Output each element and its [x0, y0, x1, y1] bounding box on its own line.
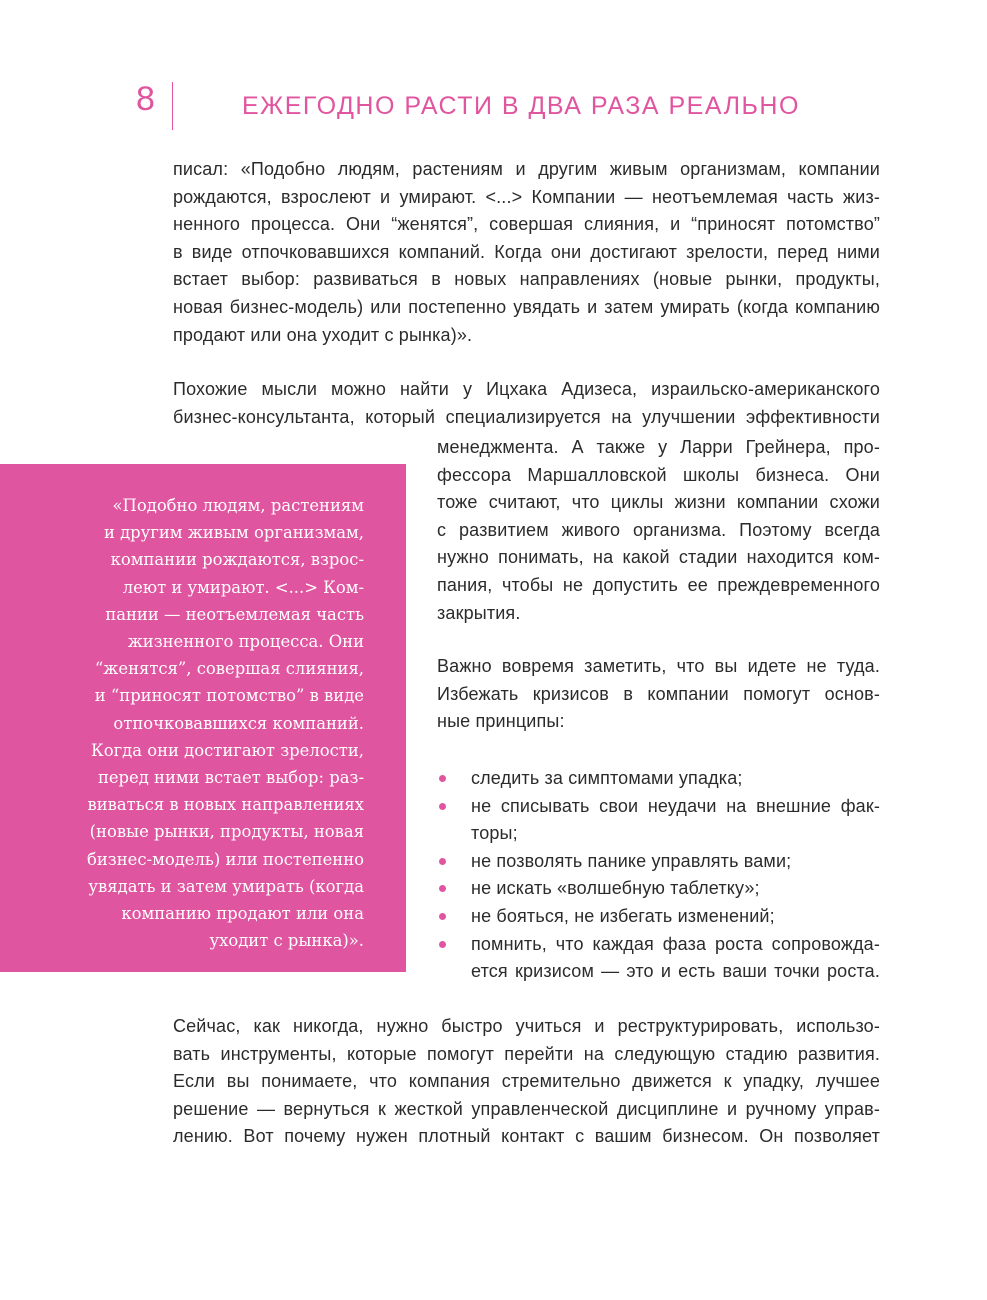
quote-line: увядать и затем умирать (когда	[88, 876, 364, 896]
list-item	[437, 875, 880, 903]
text-line: вать инструменты, которые помогут перейти на следующую стадию развития.	[173, 1043, 880, 1064]
body-paragraph-2	[173, 376, 880, 431]
text-line: ные принципы:	[437, 711, 565, 732]
running-title: ЕЖЕГОДНО РАСТИ В ДВА РАЗА РЕАЛЬНО	[242, 92, 800, 120]
quote-line: леют и умирают. <...> Ком-	[122, 577, 364, 597]
quote-line: бизнес-модель) или постепенно	[87, 849, 364, 869]
text-line: пания, чтобы не допустить ее преждевременного	[437, 574, 880, 595]
list-item	[437, 931, 880, 986]
body-paragraph-3	[437, 653, 880, 736]
quote-line: компанию продают или она	[121, 904, 364, 924]
list-item-text: не искать «волшебную таблетку»;	[471, 878, 760, 899]
text-line: Если вы понимаете, что компания стремительно движется к упадку, лучшее	[173, 1071, 880, 1092]
bullet-dot-icon	[439, 775, 446, 782]
text-line: Избежать кризисов в компании помогут основ-	[437, 683, 880, 704]
text-line: рождаются, взрослеют и умирают. <...> Компании — неотъемлемая часть жиз-	[173, 186, 880, 207]
text-line: в виде отпочковавшихся компаний. Когда они достигают зрелости, перед ними	[173, 241, 880, 262]
quote-line: виваться в новых направлениях	[87, 795, 364, 815]
text-line: Важно вовремя заметить, что вы идете не туда.	[437, 656, 880, 676]
page-header	[0, 0, 987, 140]
body-paragraph-2-continued	[437, 434, 880, 627]
quote-line: “женятся”, совершая слияния,	[94, 659, 364, 679]
list-item-text: ется кризисом — это и есть ваши точки роста.	[471, 961, 880, 982]
quote-line: жизненного процесса. Они	[127, 632, 364, 652]
pull-quote-box	[0, 464, 406, 972]
text-line: нужно понимать, на какой стадии находится ком-	[437, 547, 880, 568]
quote-line: компании рождаются, взрос-	[110, 550, 364, 570]
text-line: ненного процесса. Они “женятся”, совершая слияния, и “приносят потомство”	[173, 214, 880, 235]
text-line: лению. Вот почему нужен плотный контакт с вашим бизнесом. Он позволяет	[173, 1126, 880, 1147]
text-line: менеджмента. А также у Ларри Грейнера, про-	[437, 437, 880, 457]
pull-quote-text	[24, 492, 364, 954]
body-paragraph-1	[173, 156, 880, 349]
list-item	[437, 793, 880, 848]
text-line: с развитием живого организма. Поэтому всегда	[437, 519, 880, 540]
principles-list	[437, 765, 880, 986]
bullet-dot-icon	[439, 885, 446, 892]
text-line: Сейчас, как никогда, нужно быстро учиться и реструктурировать, использо-	[173, 1016, 880, 1036]
quote-line: отпочковавшихся компаний.	[113, 713, 364, 733]
quote-line: уходит с рынка)».	[209, 931, 364, 951]
bullet-dot-icon	[439, 858, 446, 865]
quote-line: Когда они достигают зрелости,	[91, 740, 364, 760]
text-line: продают или она уходит с рынка)».	[173, 324, 473, 345]
header-divider	[172, 82, 173, 130]
list-item-text: не списывать свои неудачи на внешние фак-	[471, 795, 880, 816]
text-line: тоже считают, что циклы жизни компании схожи	[437, 492, 880, 513]
quote-line: и “приносят потомство” в виде	[94, 686, 364, 706]
list-item-text: следить за симптомами упадка;	[471, 768, 743, 788]
quote-line: перед ними встает выбор: раз-	[97, 768, 364, 788]
page-number: 8	[136, 80, 155, 118]
text-line: бизнес-консультанта, который специализируется на улучшении эффективности	[173, 406, 880, 427]
quote-line: и другим живым организмам,	[103, 523, 364, 543]
list-item-text: помнить, что каждая фаза роста сопровожда-	[471, 933, 880, 954]
text-line: писал: «Подобно людям, растениям и другим живым организмам, компании	[173, 159, 880, 179]
quote-line: пании — неотъемлемая часть	[105, 604, 364, 624]
list-item	[437, 903, 880, 931]
bullet-dot-icon	[439, 803, 446, 810]
text-line: закрытия.	[437, 602, 521, 623]
list-item-text: торы;	[471, 823, 518, 844]
bullet-dot-icon	[439, 913, 446, 920]
text-line: новая бизнес-модель) или постепенно увядать и затем умирать (когда компанию	[173, 296, 880, 317]
list-item	[437, 848, 880, 876]
text-line: Похожие мысли можно найти у Ицхака Адизеса, израильско-американского	[173, 379, 880, 399]
list-item	[437, 765, 880, 793]
text-line: встает выбор: развиваться в новых направлениях (новые рынки, продукты,	[173, 269, 880, 290]
text-line: решение — вернуться к жесткой управленческой дисциплине и ручному управ-	[173, 1098, 880, 1119]
bullet-dot-icon	[439, 941, 446, 948]
text-line: фессора Маршалловской школы бизнеса. Они	[437, 464, 880, 485]
quote-line: (новые рынки, продукты, новая	[89, 822, 364, 842]
list-item-text: не бояться, не избегать изменений;	[471, 905, 775, 926]
list-item-text: не позволять панике управлять вами;	[471, 850, 792, 871]
quote-line: «Подобно людям, растениям	[112, 496, 364, 515]
body-paragraph-4	[173, 1013, 880, 1151]
